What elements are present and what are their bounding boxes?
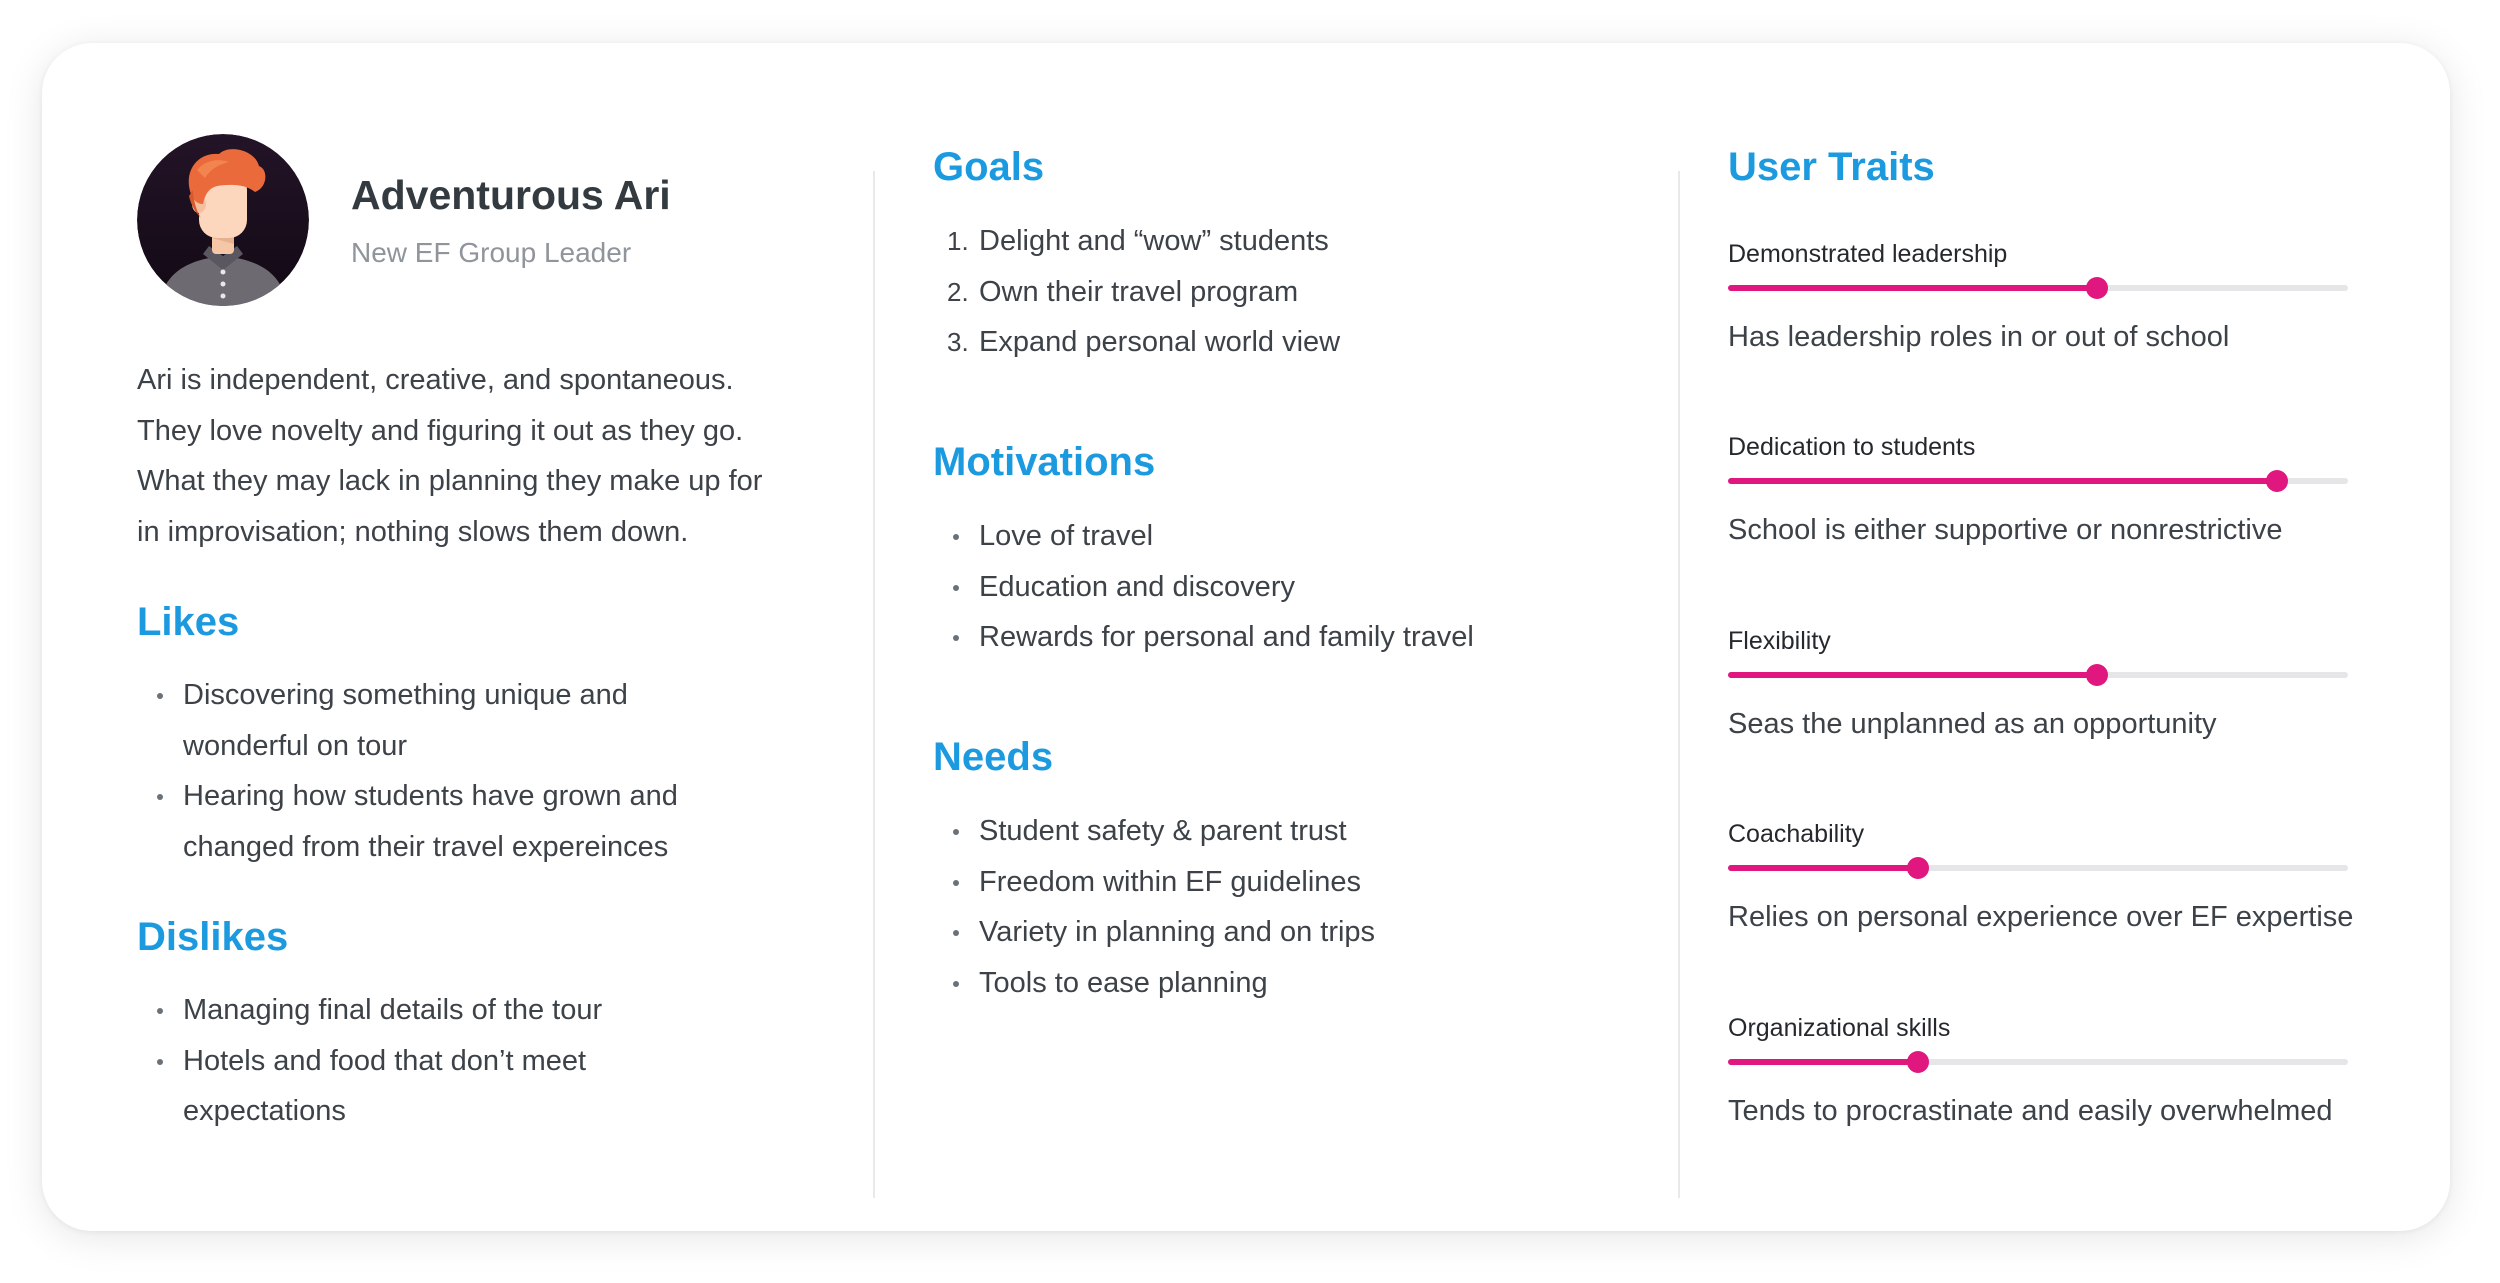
list-item: Freedom within EF guidelines xyxy=(933,857,1613,908)
trait-slider-fill xyxy=(1728,672,2097,678)
trait-item xyxy=(1728,625,2350,785)
list-item: Managing final details of the tour xyxy=(137,985,697,1036)
item-text: Delight and “wow” students xyxy=(979,225,1329,257)
trait-label: Organizational skills xyxy=(1728,1014,1951,1042)
likes-list xyxy=(137,670,757,872)
trait-label: Dedication to students xyxy=(1728,433,1976,461)
list-item: Education and discovery xyxy=(933,562,1613,613)
person-avatar-illustration-icon xyxy=(137,134,309,306)
column-divider xyxy=(1678,171,1680,1198)
traits-heading: User Traits xyxy=(1728,145,1935,189)
list-item: Rewards for personal and family travel xyxy=(933,612,1613,663)
trait-slider-fill xyxy=(1728,285,2097,291)
trait-slider-knob xyxy=(2266,470,2288,492)
motivations-list xyxy=(933,511,1613,663)
trait-slider-track xyxy=(1728,478,2348,484)
trait-slider-track xyxy=(1728,865,2348,871)
column-divider xyxy=(873,171,875,1198)
trait-item xyxy=(1728,238,2350,398)
needs-list xyxy=(933,806,1613,1008)
list-item: Hearing how students have grown and changed from their travel expereinces xyxy=(137,771,757,872)
list-item: Student safety & parent trust xyxy=(933,806,1613,857)
list-item xyxy=(933,216,1613,267)
list-item xyxy=(933,317,1613,368)
goals-list xyxy=(933,216,1613,368)
needs-heading: Needs xyxy=(933,735,1054,779)
item-text: Own their travel program xyxy=(979,275,1299,308)
trait-slider-fill xyxy=(1728,1059,1918,1065)
trait-slider-knob xyxy=(1907,857,1929,879)
trait-slider-fill xyxy=(1728,865,1918,871)
goals-heading: Goals xyxy=(933,145,1045,189)
trait-description: Tends to procrastinate and easily overwhelmed xyxy=(1728,1095,2333,1127)
trait-label: Flexibility xyxy=(1728,627,1831,655)
trait-description: Seas the unplanned as an opportunity xyxy=(1728,708,2217,740)
item-number: 1. xyxy=(947,226,969,256)
likes-heading: Likes xyxy=(137,600,240,644)
trait-item xyxy=(1728,1012,2350,1172)
list-item: Hotels and food that don’t meet expectations xyxy=(137,1036,697,1137)
item-number: 2. xyxy=(947,276,969,307)
trait-slider-track xyxy=(1728,1059,2348,1065)
persona-bio: Ari is independent, creative, and spontaneous. They love novelty and figuring it out as they go. What they may lack in planning they make up for in improvisation; nothing slows them down. xyxy=(137,364,763,548)
trait-slider-knob xyxy=(2086,664,2108,686)
trait-slider-knob xyxy=(2086,277,2108,299)
list-item xyxy=(933,267,1613,318)
persona-name: Adventurous Ari xyxy=(351,172,671,218)
trait-item xyxy=(1728,431,2350,591)
trait-label: Demonstrated leadership xyxy=(1728,240,2008,268)
item-number: 3. xyxy=(947,327,969,357)
trait-item xyxy=(1728,818,2354,978)
trait-description: Has leadership roles in or out of school xyxy=(1728,321,2230,353)
trait-description: Relies on personal experience over EF expertise xyxy=(1728,901,2354,933)
trait-slider-track xyxy=(1728,672,2348,678)
dislikes-list xyxy=(137,985,697,1137)
trait-slider-knob xyxy=(1907,1051,1929,1073)
list-item: Tools to ease planning xyxy=(933,958,1613,1009)
persona-role: New EF Group Leader xyxy=(351,237,632,268)
trait-slider-fill xyxy=(1728,478,2277,484)
dislikes-heading: Dislikes xyxy=(137,915,289,959)
avatar xyxy=(137,134,309,306)
list-item: Love of travel xyxy=(933,511,1613,562)
list-item: Variety in planning and on trips xyxy=(933,907,1613,958)
item-text: Expand personal world view xyxy=(979,326,1341,358)
trait-description: School is either supportive or nonrestrictive xyxy=(1728,514,2283,546)
motivations-heading: Motivations xyxy=(933,440,1156,484)
trait-label: Coachability xyxy=(1728,820,1865,848)
trait-slider-track xyxy=(1728,285,2348,291)
list-item: Discovering something unique and wonderful on tour xyxy=(137,670,757,771)
